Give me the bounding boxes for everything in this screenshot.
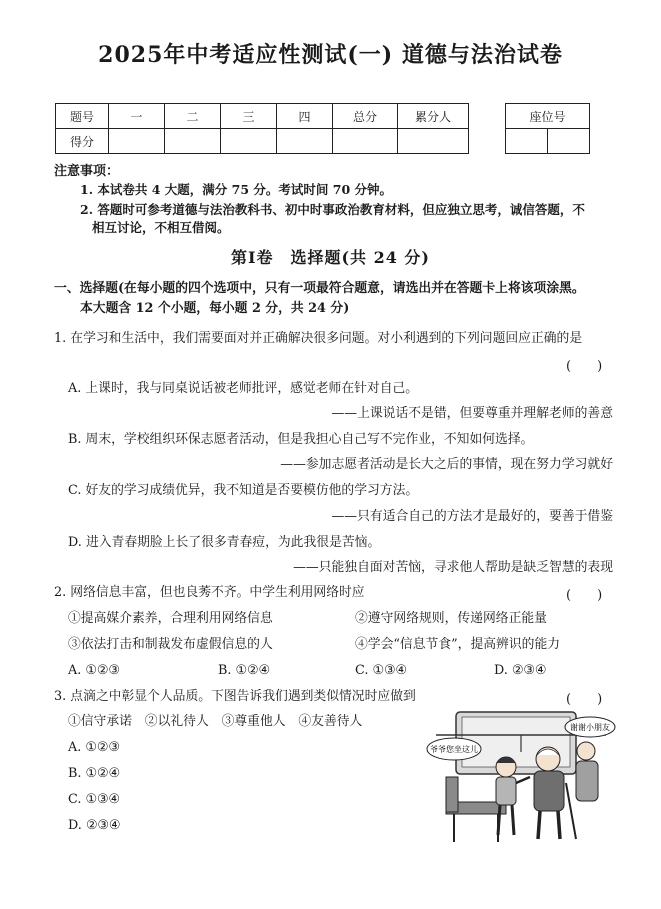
q1-option-a-response: ——上课说话不是错，但要尊重并理解老师的善意	[331, 406, 613, 421]
q3-option-c: C. ①③④	[68, 792, 120, 807]
q3-option-b: B. ①②④	[68, 766, 120, 781]
q3-stem: 3. 点滴之中彰显个人品质。下图告诉我们遇到类似情况时应做到	[54, 689, 416, 704]
bystander-figure	[576, 742, 598, 801]
exam-title: 2025年中考适应性测试(一) 道德与法治试卷	[98, 42, 563, 68]
notice-item-2-line2: 相互讨论，不相互借阅。	[92, 220, 230, 235]
notice-item-1: 1. 本试卷共 4 大题，满分 75 分。考试时间 70 分钟。	[80, 182, 393, 197]
score-table	[55, 103, 469, 154]
notice-heading: 注意事项：	[54, 164, 120, 179]
instructions-line1: 一、选择题(在每小题的四个选项中，只有一项最符合题意，请选出并在答题卡上将该项涂黑。	[54, 281, 585, 296]
score-header-cell: 累分人	[398, 104, 469, 129]
q2-statement-2: ②遵守网络规则，传递网络正能量	[355, 611, 547, 626]
q1-answer-bracket: ( )	[566, 359, 603, 374]
q1-option-c: C. 好友的学习成绩优异，我不知道是否要模仿他的学习方法。	[68, 483, 419, 498]
q3-option-a: A. ①②③	[68, 740, 120, 755]
q2-option-b: B. ①②④	[218, 663, 270, 678]
q2-statement-1: ①提高媒介素养，合理利用网络信息	[68, 611, 273, 626]
score-cell	[277, 129, 333, 154]
score-cell	[165, 129, 221, 154]
q3-cartoon-illustration	[426, 707, 616, 847]
instructions-line2: 本大题含 12 个小题，每小题 2 分，共 24 分)	[80, 301, 350, 316]
seat-table	[505, 103, 590, 154]
q1-option-d-response: ——只能独自面对苦恼，寻求他人帮助是缺乏智慧的表现	[293, 560, 613, 575]
q2-answer-bracket: ( )	[566, 588, 603, 603]
seat-cell	[506, 129, 548, 154]
score-cell	[333, 129, 398, 154]
q2-option-d: D. ②③④	[494, 663, 547, 678]
score-cell	[109, 129, 165, 154]
seat-cell	[548, 129, 590, 154]
score-table-header-row	[56, 104, 469, 129]
q2-statement-4: ④学会“信息节食”，提高辨识的能力	[355, 637, 561, 652]
q1-option-b: B. 周末，学校组织环保志愿者活动，但是我担心自己写不完作业，不知如何选择。	[68, 432, 534, 447]
seat-label: 座位号	[506, 104, 590, 129]
score-cell	[221, 129, 277, 154]
score-cell	[398, 129, 469, 154]
score-row-label: 得分	[56, 129, 109, 154]
q1-option-d: D. 进入青春期脸上长了很多青春痘，为此我很是苦恼。	[68, 535, 381, 550]
score-table-score-row	[56, 129, 469, 154]
score-header-cell: 总分	[333, 104, 398, 129]
q1-stem: 1. 在学习和生活中，我们需要面对并正确解决很多问题。对小利遇到的下列问题回应正确的是	[54, 331, 583, 346]
q2-option-a: A. ①②③	[68, 663, 120, 678]
score-header-cell: 二	[165, 104, 221, 129]
score-header-cell: 三	[221, 104, 277, 129]
speech-bubble-left-text: 爷爷您坐这儿	[430, 745, 478, 754]
q1-option-a: A. 上课时，我与同桌说话被老师批评，感觉老师在针对自己。	[68, 381, 419, 396]
score-header-cell: 题号	[56, 104, 109, 129]
notice-item-2-line1: 2. 答题时可参考道德与法治教科书、初中时事政治教育材料，但应独立思考，诚信答题，不	[80, 202, 585, 217]
q3-option-d: D. ②③④	[68, 818, 121, 833]
q2-option-c: C. ①③④	[355, 663, 407, 678]
q3-answer-bracket: ( )	[566, 692, 603, 707]
section-title: 第Ⅰ卷 选择题(共 24 分)	[230, 248, 431, 267]
speech-bubble-right-text: 谢谢小朋友	[570, 723, 610, 732]
score-header-cell: 四	[277, 104, 333, 129]
q2-statement-3: ③依法打击和制裁发布虚假信息的人	[68, 637, 273, 652]
q2-stem: 2. 网络信息丰富，但也良莠不齐。中学生利用网络时应	[54, 585, 365, 600]
q1-option-c-response: ——只有适合自己的方法才是最好的，要善于借鉴	[331, 509, 613, 524]
q3-statements: ①信守承诺 ②以礼待人 ③尊重他人 ④友善待人	[68, 714, 363, 729]
walking-cane	[566, 783, 576, 839]
q1-option-b-response: ——参加志愿者活动是长大之后的事情，现在努力学习就好	[280, 457, 613, 472]
score-header-cell: 一	[109, 104, 165, 129]
